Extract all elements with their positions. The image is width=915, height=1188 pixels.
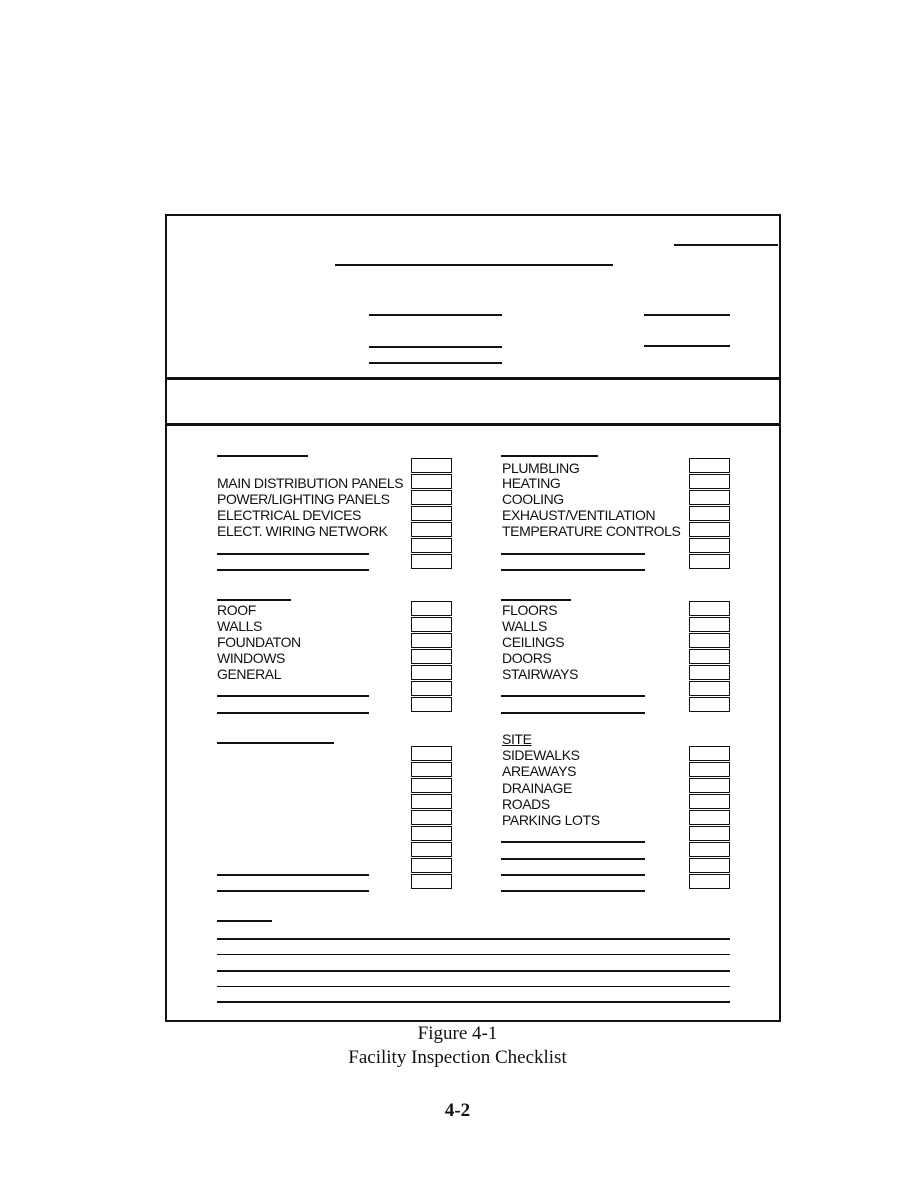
section-heading-blank — [501, 599, 571, 601]
checkbox[interactable] — [411, 778, 452, 793]
checkbox[interactable] — [411, 697, 452, 712]
blank-item-line[interactable] — [501, 890, 645, 892]
checkbox[interactable] — [689, 522, 730, 537]
checklist-item-label: ELECT. WIRING NETWORK — [217, 523, 388, 539]
header-blank-line-5[interactable] — [369, 362, 502, 364]
checkbox[interactable] — [689, 649, 730, 664]
checkbox[interactable] — [689, 746, 730, 761]
header-blank-line-4[interactable] — [644, 345, 730, 347]
remarks-line[interactable] — [217, 986, 730, 987]
checkbox[interactable] — [689, 762, 730, 777]
checkbox[interactable] — [689, 665, 730, 680]
checkbox[interactable] — [411, 665, 452, 680]
checkbox[interactable] — [411, 842, 452, 857]
section-heading-blank — [217, 742, 334, 744]
blank-item-line[interactable] — [501, 569, 645, 571]
checkbox[interactable] — [689, 697, 730, 712]
checkbox[interactable] — [689, 826, 730, 841]
checkbox[interactable] — [411, 522, 452, 537]
checklist-item-label: ROOF — [217, 602, 256, 618]
figure-title: Facility Inspection Checklist — [348, 1047, 567, 1068]
section-heading-blank — [217, 599, 291, 601]
remarks-line[interactable] — [217, 1001, 730, 1003]
checkbox[interactable] — [689, 874, 730, 889]
section-heading-blank — [501, 455, 598, 457]
checkbox[interactable] — [411, 458, 452, 473]
checkbox[interactable] — [411, 538, 452, 553]
checklist-item-label: SIDEWALKS — [502, 747, 580, 763]
checklist-item-label: ELECTRICAL DEVICES — [217, 507, 361, 523]
blank-item-line[interactable] — [501, 858, 645, 860]
blank-item-line[interactable] — [217, 874, 369, 876]
checkbox[interactable] — [689, 617, 730, 632]
checklist-item-label: WINDOWS — [217, 650, 285, 666]
checklist-item-label: EXHAUST/VENTILATION — [502, 507, 656, 523]
checkbox[interactable] — [689, 506, 730, 521]
blank-item-line[interactable] — [217, 553, 369, 555]
checklist-item-label: TEMPERATURE CONTROLS — [502, 523, 681, 539]
checkbox[interactable] — [411, 601, 452, 616]
checkbox[interactable] — [689, 554, 730, 569]
blank-item-line[interactable] — [501, 695, 645, 697]
checkbox[interactable] — [689, 794, 730, 809]
remarks-line[interactable] — [217, 938, 730, 940]
blank-item-line[interactable] — [217, 712, 369, 714]
checklist-item-label: PARKING LOTS — [502, 812, 600, 828]
checkbox[interactable] — [411, 506, 452, 521]
checklist-item-label: GENERAL — [217, 666, 282, 682]
blank-item-line[interactable] — [501, 874, 645, 876]
header-blank-line-title[interactable] — [335, 264, 613, 266]
header-blank-line-2[interactable] — [644, 314, 730, 316]
checkbox[interactable] — [411, 490, 452, 505]
section-divider-top — [166, 377, 779, 380]
header-blank-line-3[interactable] — [369, 346, 502, 348]
checkbox[interactable] — [689, 474, 730, 489]
checkbox[interactable] — [689, 490, 730, 505]
checkbox[interactable] — [411, 554, 452, 569]
checkbox[interactable] — [411, 874, 452, 889]
checklist-item-label: STAIRWAYS — [502, 666, 579, 682]
checklist-item-label: CEILINGS — [502, 634, 565, 650]
checkbox[interactable] — [689, 778, 730, 793]
checkbox[interactable] — [689, 810, 730, 825]
blank-item-line[interactable] — [217, 695, 369, 697]
blank-item-line[interactable] — [501, 553, 645, 555]
checkbox[interactable] — [689, 681, 730, 696]
checkbox[interactable] — [411, 474, 452, 489]
checkbox[interactable] — [689, 458, 730, 473]
checklist-item-label: HEATING — [502, 475, 561, 491]
checklist-item-label: MAIN DISTRIBUTION PANELS — [217, 475, 404, 491]
checklist-item-label: DRAINAGE — [502, 780, 572, 796]
blank-item-line[interactable] — [217, 890, 369, 892]
checklist-item-label: DOORS — [502, 650, 552, 666]
remarks-line[interactable] — [217, 954, 730, 955]
checkbox[interactable] — [689, 538, 730, 553]
checklist-item-label: POWER/LIGHTING PANELS — [217, 491, 390, 507]
remarks-line[interactable] — [217, 970, 730, 972]
checkbox[interactable] — [411, 810, 452, 825]
checkbox[interactable] — [411, 762, 452, 777]
checklist-item-label: COOLING — [502, 491, 564, 507]
remarks-heading-blank — [217, 920, 272, 922]
section-heading-site: SITE — [502, 731, 532, 747]
checkbox[interactable] — [411, 649, 452, 664]
checklist-item-label: WALLS — [217, 618, 262, 634]
header-blank-line-top-right[interactable] — [674, 244, 778, 246]
checklist-item-label: ROADS — [502, 796, 550, 812]
header-blank-line-1[interactable] — [369, 314, 502, 316]
checkbox[interactable] — [689, 633, 730, 648]
page-number: 4-2 — [444, 1100, 471, 1121]
checkbox[interactable] — [411, 681, 452, 696]
blank-item-line[interactable] — [217, 569, 369, 571]
checklist-item-label: PLUMBLING — [502, 460, 580, 476]
checkbox[interactable] — [689, 601, 730, 616]
checkbox[interactable] — [689, 842, 730, 857]
checklist-item-label: WALLS — [502, 618, 547, 634]
checklist-item-label: AREAWAYS — [502, 763, 577, 779]
checkbox[interactable] — [411, 794, 452, 809]
checklist-item-label: FOUNDATON — [217, 634, 301, 650]
figure-number: Figure 4-1 — [417, 1023, 498, 1044]
blank-item-line[interactable] — [501, 712, 645, 714]
checkbox[interactable] — [411, 746, 452, 761]
section-divider-bottom — [166, 423, 779, 426]
section-heading-blank — [217, 455, 308, 457]
checkbox[interactable] — [689, 858, 730, 873]
blank-item-line[interactable] — [501, 841, 645, 843]
checkbox[interactable] — [411, 617, 452, 632]
checkbox[interactable] — [411, 858, 452, 873]
checkbox[interactable] — [411, 633, 452, 648]
checkbox[interactable] — [411, 826, 452, 841]
checklist-item-label: FLOORS — [502, 602, 558, 618]
